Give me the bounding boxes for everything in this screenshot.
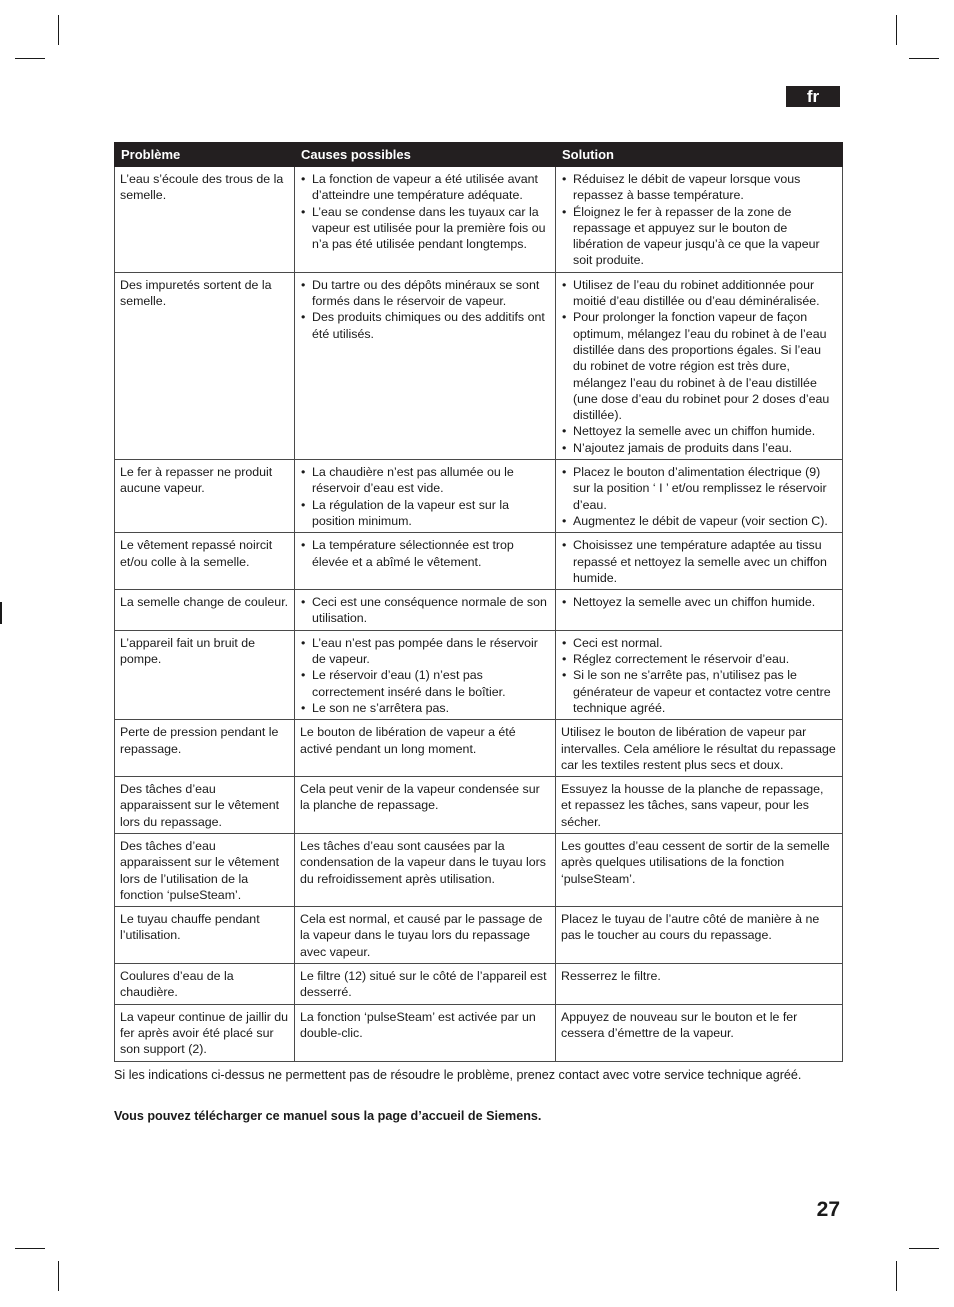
solution-item: • Choisissez une température adaptée au tissu repassé et nettoyez la semelle avec un chiffon humide. [561,537,837,586]
causes-cell [295,590,556,631]
table-row [115,590,843,631]
crop-mark [15,58,45,59]
solution-item: • Pour prolonger la fonction vapeur de façon optimum, mélangez l’eau du robinet à de l’eau distillée dans des proportions égales. Si l’eau du robinet de votre région est très dure, mélangez l’eau du robinet à de l’eau distillée (une dose d’eau du robinet pour 2 doses d’eau distillée). [561,309,837,423]
table-row [115,272,843,459]
cause-item: • La chaudière n’est pas allumée ou le réservoir d’eau est vide. [300,464,550,497]
header-solution: Solution [556,143,843,167]
page-number: 27 [816,1198,840,1221]
table-row [115,167,843,273]
problem-cell: Des tâches d’eau apparaissent sur le vêtement lors de l’utilisation de la fonction ‘pulseSteam’. [115,833,295,906]
solution-cell: Les gouttes d’eau cessent de sortir de la semelle après quelques utilisations de la fonction ‘pulseSteam’. [556,833,843,906]
table-row [115,833,843,906]
cause-item: • Des produits chimiques ou des additifs ont été utilisés. [300,309,550,342]
table-row [115,777,843,834]
cause-item: • L’eau se condense dans les tuyaux car la vapeur est utilisée pour la première fois ou n’a pas été utilisée pendant longtemps. [300,204,550,253]
language-badge: fr [786,86,840,107]
crop-mark [15,1248,45,1249]
crop-mark [909,58,939,59]
support-footnote: Si les indications ci-dessus ne permettent pas de résoudre le problème, prenez contact avec votre service technique agréé. [114,1068,802,1082]
troubleshooting-table [114,142,843,1062]
problem-cell: L’appareil fait un bruit de pompe. [115,630,295,719]
cause-item: • Ceci est une conséquence normale de son utilisation. [300,594,550,627]
solution-cell [556,533,843,590]
cause-item: • La régulation de la vapeur est sur la position minimum. [300,497,550,530]
header-causes: Causes possibles [295,143,556,167]
solution-cell [556,590,843,631]
solution-cell [556,460,843,533]
table-row [115,907,843,964]
solution-cell [556,630,843,719]
solution-item: • Placez le bouton d’alimentation électrique (9) sur la position ‘ I ’ et/ou remplissez le réservoir d’eau. [561,464,837,513]
cause-item: • Le son ne s’arrêtera pas. [300,700,550,716]
side-mark [0,602,2,624]
crop-mark [58,15,59,45]
header-problem: Problème [115,143,295,167]
solution-item: • Utilisez de l’eau du robinet additionnée pour moitié d’eau distillée ou d’eau déminéralisée. [561,277,837,310]
problem-cell: Le vêtement repassé noircit et/ou colle à la semelle. [115,533,295,590]
solution-cell: Resserrez le filtre. [556,964,843,1005]
causes-cell: Cela peut venir de la vapeur condensée sur la planche de repassage. [295,777,556,834]
crop-mark [909,1248,939,1249]
table-row [115,533,843,590]
problem-cell: Perte de pression pendant le repassage. [115,720,295,777]
causes-cell [295,272,556,459]
causes-cell: Cela est normal, et causé par le passage de la vapeur dans le tuyau lors du repassage avec vapeur. [295,907,556,964]
causes-cell: Le filtre (12) situé sur le côté de l’appareil est desserré. [295,964,556,1005]
solution-cell [556,272,843,459]
table-row [115,460,843,533]
cause-item: • L’eau n’est pas pompée dans le réservoir de vapeur. [300,635,550,668]
solution-item: • Augmentez le débit de vapeur (voir section C). [561,513,837,529]
cause-item: • Du tartre ou des dépôts minéraux se sont formés dans le réservoir de vapeur. [300,277,550,310]
causes-cell [295,533,556,590]
solution-cell: Essuyez la housse de la planche de repassage, et repassez les tâches, sans vapeur, pour les sécher. [556,777,843,834]
causes-cell [295,167,556,273]
causes-cell [295,460,556,533]
problem-cell: L’eau s’écoule des trous de la semelle. [115,167,295,273]
problem-cell: La semelle change de couleur. [115,590,295,631]
solution-item: • Éloignez le fer à repasser de la zone de repassage et appuyez sur le bouton de libération de vapeur jusqu’à ce que la vapeur soit produite. [561,204,837,269]
solution-item: • Réglez correctement le réservoir d’eau. [561,651,837,667]
causes-cell: Le bouton de libération de vapeur a été activé pendant un long moment. [295,720,556,777]
problem-cell: La vapeur continue de jaillir du fer après avoir été placé sur son support (2). [115,1004,295,1061]
solution-item: • Nettoyez la semelle avec un chiffon humide. [561,594,837,610]
crop-mark [896,1261,897,1291]
cause-item: • Le réservoir d’eau (1) n’est pas correctement inséré dans le boîtier. [300,667,550,700]
solution-cell [556,167,843,273]
table-row [115,630,843,719]
crop-mark [58,1261,59,1291]
problem-cell: Le tuyau chauffe pendant l’utilisation. [115,907,295,964]
cause-item: • La fonction de vapeur a été utilisée avant d’atteindre une température adéquate. [300,171,550,204]
causes-cell: La fonction ‘pulseSteam’ est activée par un double-clic. [295,1004,556,1061]
solution-cell: Appuyez de nouveau sur le bouton et le fer cessera d’émettre de la vapeur. [556,1004,843,1061]
table-row [115,720,843,777]
causes-cell: Les tâches d’eau sont causées par la condensation de la vapeur dans le tuyau lors du refroidissement après utilisation. [295,833,556,906]
solution-item: • Réduisez le débit de vapeur lorsque vous repassez à basse température. [561,171,837,204]
solution-item: • N’ajoutez jamais de produits dans l’eau. [561,440,837,456]
download-note: Vous pouvez télécharger ce manuel sous la page d’accueil de Siemens. [114,1109,542,1123]
solution-item: • Nettoyez la semelle avec un chiffon humide. [561,423,837,439]
problem-cell: Des tâches d’eau apparaissent sur le vêtement lors du repassage. [115,777,295,834]
solution-item: • Ceci est normal. [561,635,837,651]
table-header-row [115,143,843,167]
table-row [115,964,843,1005]
cause-item: • La température sélectionnée est trop élevée et a abîmé le vêtement. [300,537,550,570]
solution-cell: Utilisez le bouton de libération de vapeur par intervalles. Cela améliore le résultat du repassage car les textiles restent plus secs et doux. [556,720,843,777]
problem-cell: Des impuretés sortent de la semelle. [115,272,295,459]
problem-cell: Le fer à repasser ne produit aucune vapeur. [115,460,295,533]
solution-cell: Placez le tuyau de l’autre côté de manière à ne pas le toucher au cours du repassage. [556,907,843,964]
causes-cell [295,630,556,719]
problem-cell: Coulures d’eau de la chaudière. [115,964,295,1005]
table-row [115,1004,843,1061]
solution-item: • Si le son ne s’arrête pas, n’utilisez pas le générateur de vapeur et contactez votre centre technique agréé. [561,667,837,716]
crop-mark [896,15,897,45]
